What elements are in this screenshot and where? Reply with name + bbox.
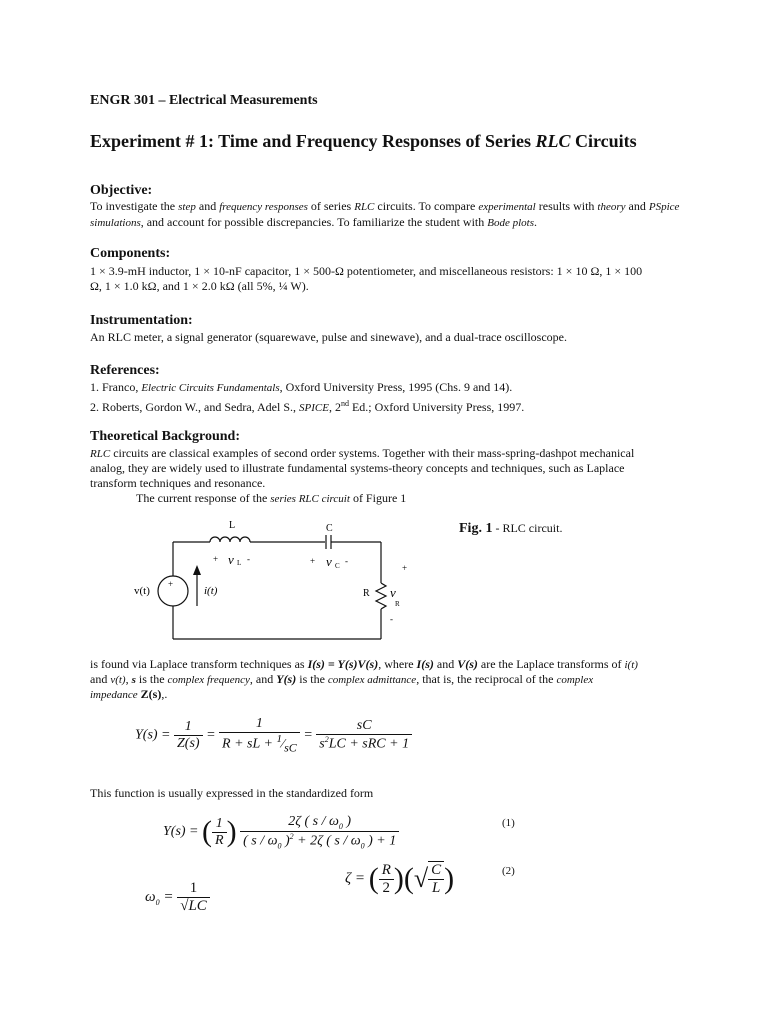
admittance-equation <box>135 716 412 755</box>
title-italic: RLC <box>535 131 571 151</box>
label-R: R <box>363 588 370 599</box>
inductor-symbol <box>210 537 250 542</box>
theory-line3: transform techniques and resonance. <box>90 476 266 490</box>
eq1-lhs: Y(s) = <box>163 824 199 840</box>
references-heading: References: <box>90 363 160 378</box>
label-vC-plus: + <box>310 556 316 566</box>
adm-frac3: $\frac{sC}{s^2LC + sRC + 1}$ <box>316 718 412 753</box>
reference-1: 1. Franco, Electric Circuits Fundamentals, Oxford University Press, 1995 (Chs. 9 and 14). <box>90 380 513 394</box>
omega0-equation: $\omega_0$ = $\frac{1}{√LC}$ <box>145 880 210 915</box>
adm-frac1: $\frac{1}{Z(s)}$ <box>174 719 203 752</box>
experiment-title <box>90 131 637 152</box>
laplace-line3: impedance Z(s),. <box>90 687 168 701</box>
adm-eq2: = <box>303 727 313 743</box>
label-current: i(t) <box>204 585 218 597</box>
figure-caption-bold: Fig. 1 <box>459 521 493 536</box>
eq1-number: (1) <box>502 817 515 829</box>
adm-frac2: $\frac{1}{R + sL + ^1⁄sC}$ <box>219 716 300 755</box>
standard-form-text: This function is usually expressed in the standardized form <box>90 786 374 800</box>
label-vL-plus: + <box>213 554 219 564</box>
zeta-frac: $\frac{R}{2}$ <box>379 862 394 897</box>
laplace-line2: and v(t), s is the complex frequency, and Y(s) is the complex admittance, that is, the reciprocal of the complex <box>90 672 594 686</box>
label-vL-sub: L <box>237 559 242 567</box>
label-L: L <box>229 520 236 531</box>
current-arrow-head <box>193 565 201 575</box>
label-source-plus: + <box>168 579 174 589</box>
instrumentation-heading: Instrumentation: <box>90 313 193 328</box>
label-source: v(t) <box>134 585 150 597</box>
course-title: ENGR 301 – Electrical Measurements <box>90 93 318 108</box>
zeta-equation: ζ = ( $\frac{R}{2}$ )(√ $\frac{C}{L}$ ) <box>345 861 455 896</box>
label-vC-minus: - <box>345 556 348 566</box>
eq1-main-frac: $\frac{2\zeta ( s / \omega_0 )}{( s / \omega_0 )^2 + 2\zeta ( s / \omega_0 ) + 1}$ <box>240 814 399 850</box>
omega0-frac: $\frac{1}{√LC}$ <box>177 880 210 915</box>
figure-caption-text: - RLC circuit. <box>492 521 563 535</box>
components-line2: Ω, 1 × 1.0 kΩ, and 1 × 2.0 kΩ (all 5%, ¼ W). <box>90 279 309 293</box>
eq2-number: (2) <box>502 865 515 877</box>
eq1-paren-frac: $\frac{1}{R}$ <box>212 816 227 849</box>
title-suffix: Circuits <box>570 131 637 151</box>
components-heading: Components: <box>90 246 171 261</box>
label-vC: v <box>326 554 332 569</box>
adm-lhs: Y(s) = <box>135 727 171 743</box>
label-vR-plus: + <box>402 563 408 573</box>
resistor-symbol <box>376 583 386 609</box>
label-vL-minus: - <box>247 554 250 564</box>
theory-line4: The current response of the series RLC circuit of Figure 1 <box>136 491 407 505</box>
components-line1: 1 × 3.9-mH inductor, 1 × 10-nF capacitor, 1 × 500-Ω potentiometer, and miscellaneous resistors: 1 × 10 Ω, 1 × 100 <box>90 264 643 278</box>
figure-caption <box>459 521 562 537</box>
objective-text: To investigate the step and frequency responses of series RLC circuits. To compare experimental results with theory and PSpice simulations, and account for possible discrepancies. To familiarize the student with Bode plots. <box>90 199 680 229</box>
objective-heading: Objective: <box>90 183 153 198</box>
theory-line2: analog, they are widely used to illustrate fundamental systems-theory concepts and techniques, such as Laplace <box>90 461 625 475</box>
label-vC-sub: C <box>335 562 340 570</box>
label-vR-sub: R <box>395 600 400 608</box>
label-vR-minus: - <box>390 614 393 624</box>
equation-1: Y(s) = ( $\frac{1}{R}$ ) $\frac{2\zeta ( s / \omega_0 )}{( s / \omega_0 )^2 + 2\zeta ( s / \omega_0 ) + 1}$ <box>163 814 399 850</box>
label-vR: v <box>390 585 396 600</box>
label-vL: v <box>228 552 234 567</box>
rlc-circuit-diagram <box>120 510 420 650</box>
theory-line1: RLC circuits are classical examples of second order systems. Together with their mass-spring-dashpot mechanical <box>90 446 635 460</box>
reference-2: 2. Roberts, Gordon W., and Sedra, Adel S., SPICE, 2nd Ed.; Oxford University Press, 1997. <box>90 399 525 414</box>
title-prefix: Experiment # 1: Time and Frequency Responses of Series <box>90 131 536 151</box>
laplace-line1: is found via Laplace transform techniques as I(s) = Y(s)V(s), where I(s) and V(s) are the Laplace transforms of i(t) <box>90 657 638 671</box>
instrumentation-text: An RLC meter, a signal generator (squarewave, pulse and sinewave), and a dual-trace oscilloscope. <box>90 330 568 344</box>
label-C: C <box>326 523 333 534</box>
zeta-root-frac: $\frac{C}{L}$ <box>428 861 444 897</box>
adm-eq1: = <box>206 727 216 743</box>
theory-heading: Theoretical Background: <box>90 429 240 444</box>
